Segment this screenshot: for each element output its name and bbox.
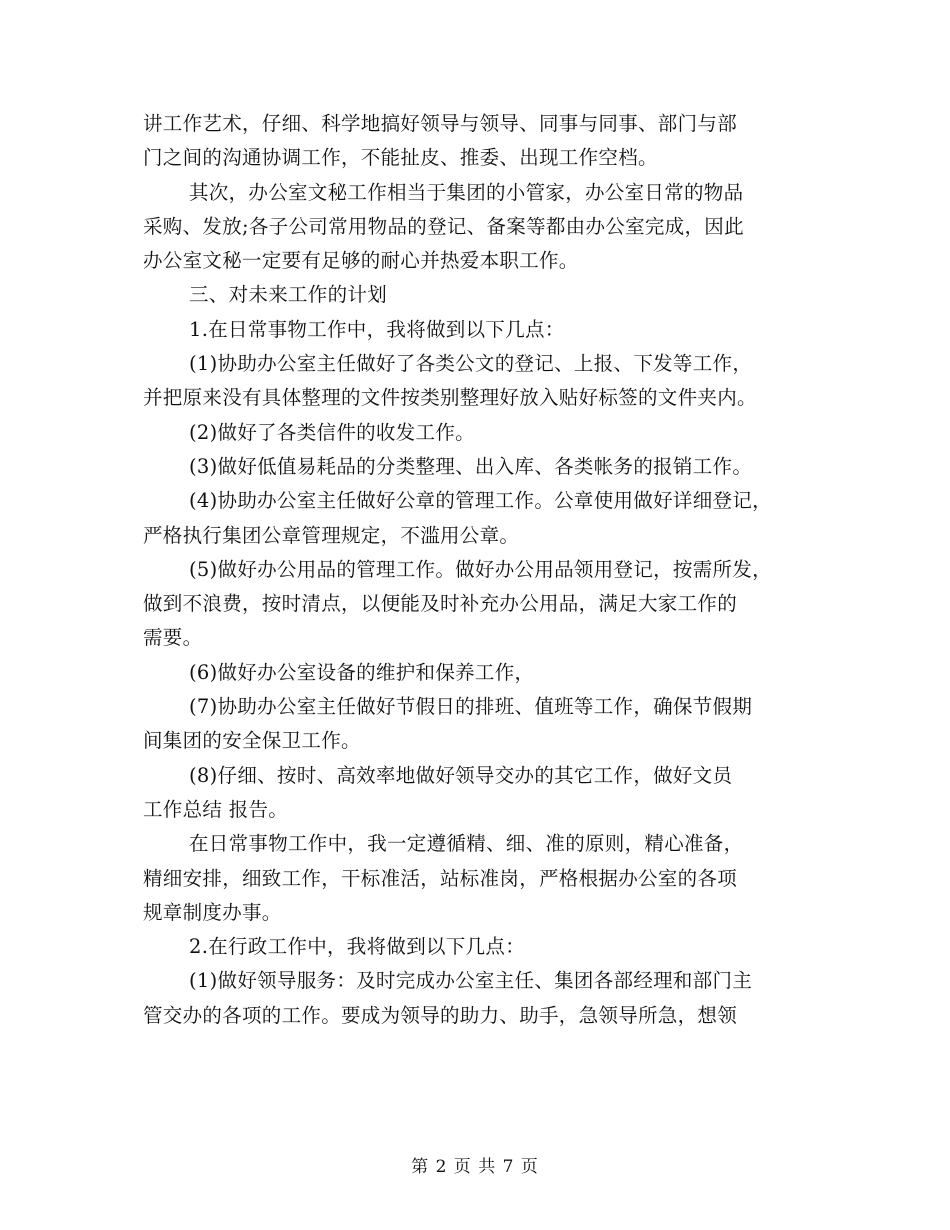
subsection-heading: 1.在日常事物工作中，我将做到以下几点： (189, 317, 565, 341)
page-number-footer: 第 2 页 共 7 页 (411, 1157, 539, 1177)
section-heading: 三、对未来工作的计划 (189, 283, 388, 307)
text-line: (8)仔细、按时、高效率地做好领导交办的其它工作，做好文员 (189, 763, 733, 787)
subsection-heading: 2.在行政工作中，我将做到以下几点： (189, 935, 526, 959)
text-line: (3)做好低值易耗品的分类整理、出入库、各类帐务的报销工作。 (189, 454, 753, 478)
text-line: (7)协助办公室主任做好节假日的排班、值班等工作，确保节假期 (189, 695, 753, 719)
text-line: 并把原来没有具体整理的文件按类别整理好放入贴好标签的文件夹内。 (143, 386, 757, 410)
text-line: (2)做好了各类信件的收发工作。 (189, 420, 475, 444)
text-line: 采购、发放;各子公司常用物品的登记、备案等都由办公室完成，因此 (143, 214, 744, 238)
text-line: 讲工作艺术，仔细、科学地搞好领导与领导、同事与同事、部门与部 (143, 112, 738, 135)
text-line: 规章制度办事。 (143, 900, 282, 924)
text-line: (4)协助办公室主任做好公章的管理工作。公章使用做好详细登记， (189, 489, 772, 513)
text-line: 做到不浪费，按时清点，以便能及时补充办公用品，满足大家工作的 (143, 592, 738, 616)
text-line: 精细安排，细致工作，干标准活，站标准岗，严格根据办公室的各项 (143, 866, 738, 890)
text-line: 管交办的各项的工作。要成为领导的助力、助手，急领导所急，想领 (143, 1003, 738, 1027)
text-line: (1)协助办公室主任做好了各类公文的登记、上报、下发等工作， (189, 352, 753, 376)
text-line: (5)做好办公用品的管理工作。做好办公用品领用登记，按需所发， (189, 557, 772, 581)
text-line: (6)做好办公室设备的维护和保养工作， (189, 660, 535, 684)
text-line: 严格执行集团公章管理规定，不滥用公章。 (143, 523, 520, 547)
text-line: 工作总结 报告。 (143, 797, 289, 821)
text-line: 需要。 (143, 626, 203, 650)
text-line: 其次，办公室文秘工作相当于集团的小管家，办公室日常的物品 (189, 180, 744, 204)
text-line: (1)做好领导服务：及时完成办公室主任、集团各部经理和部门主 (189, 969, 753, 993)
text-line: 间集团的安全保卫工作。 (143, 729, 361, 753)
text-line: 在日常事物工作中，我一定遵循精、细、准的原则，精心准备， (189, 832, 744, 856)
text-line: 办公室文秘一定要有足够的耐心并热爱本职工作。 (143, 249, 579, 273)
document-body (143, 107, 823, 1033)
text-line: 门之间的沟通协调工作，不能扯皮、推委、出现工作空档。 (143, 146, 658, 170)
